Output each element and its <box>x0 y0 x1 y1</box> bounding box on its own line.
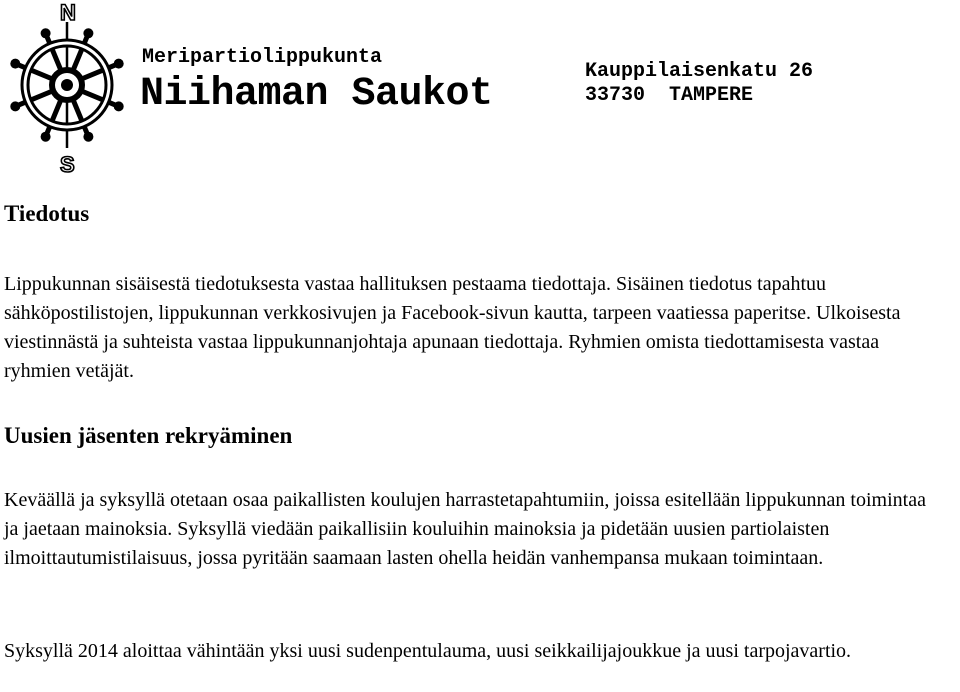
logo-north-letter: N <box>60 0 76 25</box>
section-heading-rekryaminen: Uusien jäsenten rekryäminen <box>4 423 293 448</box>
logo-south-letter: S <box>60 152 75 176</box>
address <box>585 60 813 108</box>
address-street: Kauppilaisenkatu 26 <box>585 60 814 83</box>
letterhead <box>0 0 960 180</box>
org-name: Niihaman Saukot <box>140 72 493 117</box>
paragraph-syksy-2014: Syksyllä 2014 aloittaa vähintään yksi uusi sudenpentulauma, uusi seikkailijajoukkue ja uusi tarpojavartio. <box>4 640 852 662</box>
org-type-label: Meripartiolippukunta <box>142 46 383 69</box>
address-city: 33730 TAMPERE <box>585 84 754 107</box>
paragraph-tiedotus: Lippukunnan sisäisestä tiedotuksesta vastaa hallituksen pestaama tiedottaja. Sisäinen tiedotus tapahtuu sähköpostilistojen, lippukunnan verkkosivujen ja Facebook-sivun kautta, tarpeen vaatiessa paperitse. Ulkoisesta viestinnästä ja suhteista vastaa lippukunnanjohtaja apunaan tiedottaja. Ryhmien omista tiedottamisesta vastaa ryhmien vetäjät. <box>4 273 901 382</box>
paragraph-rekryaminen: Keväällä ja syksyllä otetaan osaa paikallisten koulujen harrastetapahtumiin, joissa esitellään lippukunnan toimintaa ja jaetaan mainoksia. Syksyllä viedään paikallisiin kouluihin mainoksia ja pidetään uusien partiolaisten ilmoittautumistilaisuus, jossa pyritään saamaan lasten ohella heidän vanhempansa mukaan toimintaan. <box>4 489 926 569</box>
ship-wheel-logo-icon <box>2 0 132 176</box>
section-heading-tiedotus: Tiedotus <box>4 201 90 226</box>
